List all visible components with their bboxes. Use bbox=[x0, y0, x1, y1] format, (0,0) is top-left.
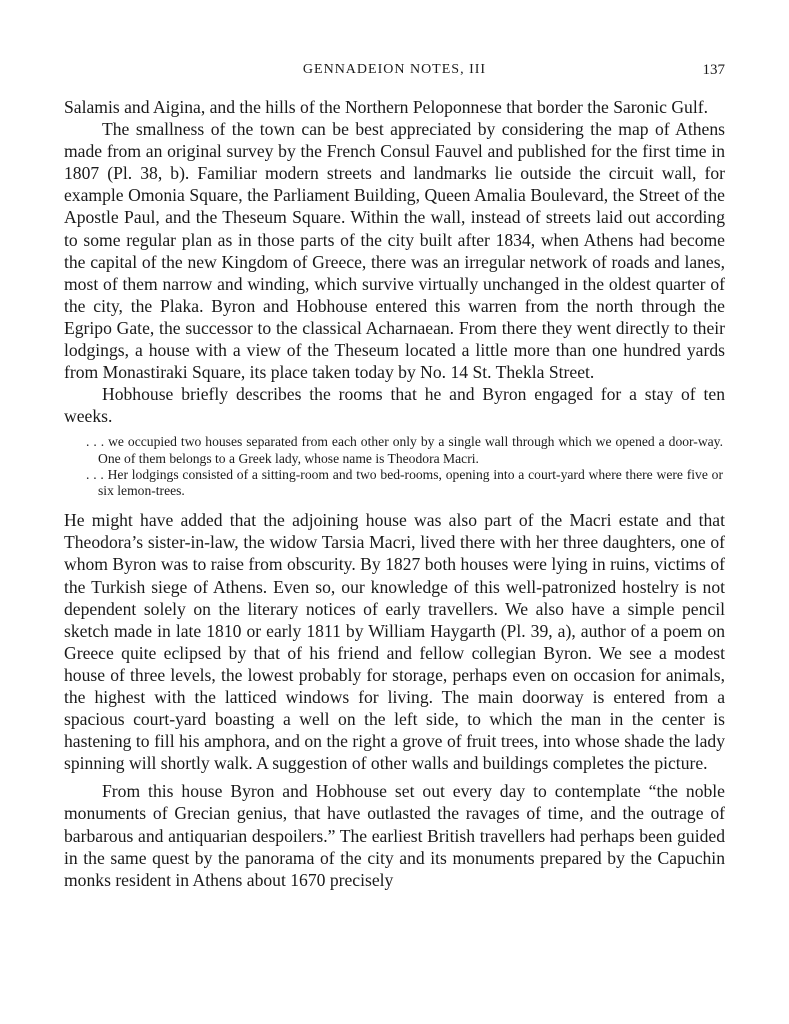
paragraph-3: Hobhouse briefly describes the rooms that he and Byron engaged for a stay of ten weeks. bbox=[64, 384, 725, 427]
quote-line-2: . . . Her lodgings consisted of a sitting-room and two bed-rooms, opening into a court-yard where there were five or six lemon-trees. bbox=[86, 466, 723, 499]
page bbox=[64, 62, 725, 891]
paragraph-1: Salamis and Aigina, and the hills of the Northern Peloponnese that border the Saronic Gulf. bbox=[64, 97, 708, 117]
body-text bbox=[64, 96, 725, 891]
paragraph-5: From this house Byron and Hobhouse set out every day to contemplate “the noble monuments of Grecian genius, that have outlasted the ravages of time, and the outrage of barbarous and antiquarian despoilers.” The earliest British travellers had perhaps been guided in the same quest by the panorama of the city and its monuments prepared by the Capuchin monks resident in Athens about 1670 precisely bbox=[64, 781, 725, 890]
paragraph-2: The smallness of the town can be best appreciated by considering the map of Athens made from an original survey by the French Consul Fauvel and published for the first time in 1807 (Pl. 38, b). Familiar modern streets and landmarks lie outside the circuit wall, for example Omonia Square, the Parliament Building, Queen Amalia Boulevard, the Street of the Apostle Paul, and the Theseum Square. Within the wall, instead of streets laid out according to some regular plan as in those parts of the city built after 1834, when Athens had become the capital of the new Kingdom of Greece, there was an irregular network of roads and lanes, most of them narrow and winding, which survive virtually unchanged in the oldest quarter of the city, the Plaka. Byron and Hobhouse entered this warren from the north through the Egripo Gate, the successor to the classical Acharnaean. From there they went directly to their lodgings, a house with a view of the Theseum located a little more than one hundred yards from Monastiraki Square, its place taken today by No. 14 St. Thekla Street. bbox=[64, 119, 725, 383]
paragraph-4: He might have added that the adjoining house was also part of the Macri estate and that Theodora’s sister-in-law, the widow Tarsia Macri, lived there with her three daughters, one of whom Byron was to raise from obscurity. By 1827 both houses were lying in ruins, victims of the Turkish siege of Athens. Even so, our knowledge of this well-patronized hostelry is not dependent solely on the literary notices of early travellers. We also have a simple pencil sketch made in late 1810 or early 1811 by William Haygarth (Pl. 39, a), author of a poem on Greece quite eclipsed by that of his friend and fellow collegian Byron. We see a modest house of three levels, the lowest probably for storage, perhaps even on occasion for animals, the highest with the latticed windows for living. The main doorway is entered from a spacious court-yard boasting a well on the left side, to which the man in the center is hastening to fill his amphora, and on the right a grove of fruit trees, into whose shade the lady spinning will shortly walk. A suggestion of other walls and buildings completes the picture. bbox=[64, 510, 725, 774]
block-quote bbox=[64, 434, 725, 499]
running-title: GENNADEION NOTES, III bbox=[302, 62, 487, 77]
page-number: 137 bbox=[702, 62, 725, 78]
running-head bbox=[64, 62, 725, 84]
quote-line-1: . . . we occupied two houses separated from each other only by a single wall through which we opened a door-way. One of them belongs to a Greek lady, whose name is Theodora Macri. bbox=[86, 434, 723, 466]
